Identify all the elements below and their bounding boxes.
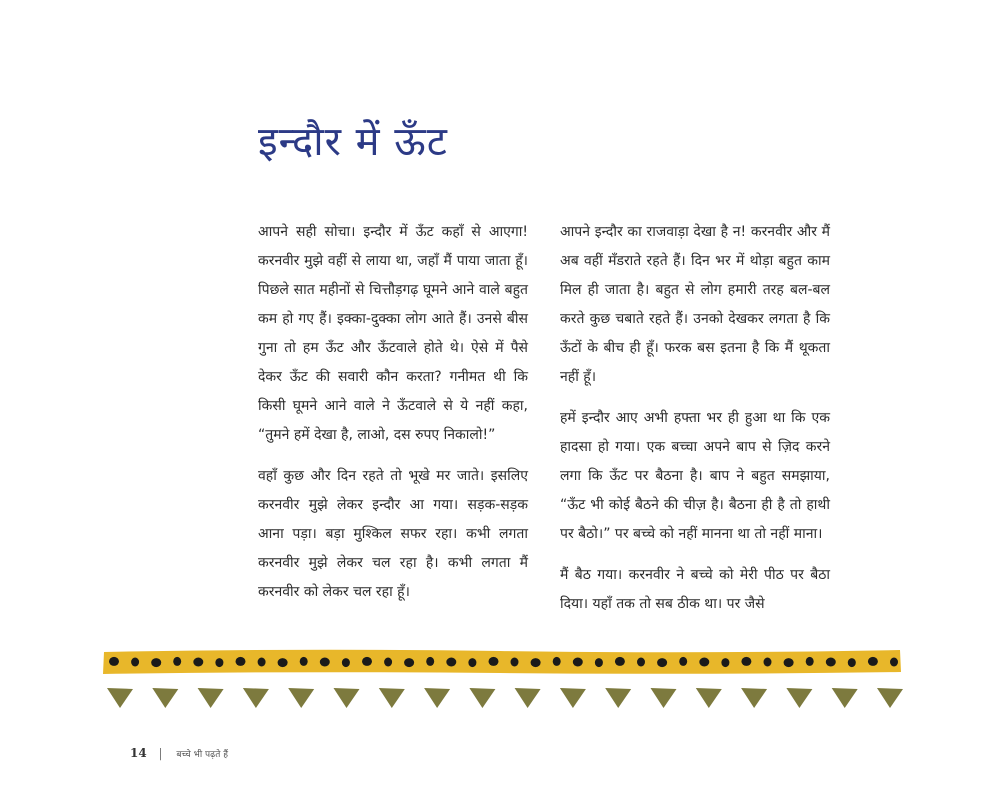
- border-dot: [679, 657, 687, 666]
- border-dot: [300, 657, 308, 666]
- border-dot: [215, 658, 223, 667]
- border-dot: [236, 657, 246, 666]
- border-dot: [806, 657, 814, 666]
- border-triangle: [469, 688, 495, 708]
- chapter-title: इन्दौर में ऊँट: [258, 119, 448, 165]
- paragraph: मैं बैठ गया। करनवीर ने बच्चे को मेरी पीठ पर बैठा दिया। यहाँ तक तो सब ठीक था। पर जैसे: [560, 567, 830, 612]
- border-triangle: [560, 688, 586, 708]
- border-dot: [699, 658, 709, 667]
- border-triangle: [651, 688, 677, 708]
- border-dot: [764, 658, 772, 667]
- border-dot: [595, 658, 603, 667]
- border-dot: [553, 657, 561, 666]
- border-dot: [741, 657, 751, 666]
- border-dot: [131, 658, 139, 667]
- border-dot: [468, 658, 476, 667]
- border-dot: [384, 658, 392, 667]
- border-triangle: [832, 688, 858, 708]
- paragraph: आपने सही सोचा। इन्दौर में ऊँट कहाँ से आएगा! करनवीर मुझे वहीं से लाया था, जहाँ मैं पाया जाता हूँ। पिछले सात महीनों से चित्तौड़गढ़ घूमने आने वाले बहुत कम हो गए हैं। इक्का-दुक्का लोग आते हैं। उनसे बीस गुना तो हम ऊँट और ऊँटवाले होते थे। ऐसे में पैसे देकर ऊँट की सवारी कौन करता? गनीमत थी कि किसी घूमने आने वाले ने ऊँटवाले से ये नहीं कहा, “तुमने हमें देखा है, लाओ, दस रुपए निकालो!”: [258, 224, 528, 443]
- decorative-border: [100, 640, 905, 730]
- border-dot: [173, 657, 181, 666]
- book-title: बच्चे भी पढ़ते हैं: [176, 750, 228, 760]
- border-dot: [278, 658, 288, 667]
- border-dot: [784, 658, 794, 667]
- paragraph: वहाँ कुछ और दिन रहते तो भूखे मर जाते। इसलिए करनवीर मुझे लेकर इन्दौर आ गया। सड़क-सड़क आना पड़ा। बड़ा मुश्किल सफर रहा। कभी लगता करनवीर मुझे लेकर चल रहा है। कभी लगता मैं करनवीर को लेकर चल रहा हूँ।: [258, 468, 528, 600]
- paragraph: आपने इन्दौर का राजवाड़ा देखा है न! करनवीर और मैं अब वहीं मँडराते रहते हैं। दिन भर में थोड़ा बहुत काम मिल ही जाता है। बहुत से लोग हमारी तरह बल-बल करते कुछ चबाते रहते हैं। उनको देखकर लगता है कि ऊँटों के बीच ही हूँ। फरक बस इतना है कि मैं थूकता नहीं हूँ।: [560, 224, 830, 385]
- border-triangle: [424, 688, 450, 708]
- border-triangle: [786, 688, 812, 708]
- border-dot: [531, 658, 541, 667]
- border-dot: [362, 657, 372, 666]
- border-dot: [109, 657, 119, 666]
- border-triangle: [107, 688, 133, 708]
- border-dot: [721, 658, 729, 667]
- border-triangle: [696, 688, 722, 708]
- border-dot: [890, 658, 898, 667]
- border-triangle: [198, 688, 224, 708]
- border-dot: [404, 658, 414, 667]
- border-dot: [615, 657, 625, 666]
- border-dot: [320, 658, 330, 667]
- page-footer: [130, 746, 228, 760]
- left-text-column: [258, 218, 528, 619]
- border-dot: [573, 658, 583, 667]
- border-dot: [151, 658, 161, 667]
- border-dot: [193, 658, 203, 667]
- border-triangle: [379, 688, 405, 708]
- border-triangle: [152, 688, 178, 708]
- border-triangle: [741, 688, 767, 708]
- footer-separator: |: [158, 746, 163, 760]
- border-dot: [489, 657, 499, 666]
- paragraph: हमें इन्दौर आए अभी हफ्ता भर ही हुआ था कि एक हादसा हो गया। एक बच्चा अपने बाप से ज़िद करने लगा कि ऊँट पर बैठना है। बाप ने बहुत समझाया, “ऊँट भी कोई बैठने की चीज़ है। बैठना ही है तो हाथी पर बैठो।” पर बच्चे को नहीं मानना था तो नहीं माना।: [560, 410, 830, 542]
- right-text-column: [560, 218, 830, 631]
- border-dot: [637, 658, 645, 667]
- border-dot: [848, 658, 856, 667]
- border-dot: [446, 658, 456, 667]
- border-dot: [511, 658, 519, 667]
- page-number: 14: [130, 746, 147, 760]
- border-dot: [342, 658, 350, 667]
- border-dot: [868, 657, 878, 666]
- border-dot: [657, 658, 667, 667]
- triangle-row: [107, 688, 903, 708]
- border-triangle: [288, 688, 314, 708]
- border-triangle: [605, 688, 631, 708]
- border-dot: [826, 658, 836, 667]
- border-dot: [258, 658, 266, 667]
- border-dot: [426, 657, 434, 666]
- border-triangle: [877, 688, 903, 708]
- border-triangle: [243, 688, 269, 708]
- border-triangle: [334, 688, 360, 708]
- border-triangle: [515, 688, 541, 708]
